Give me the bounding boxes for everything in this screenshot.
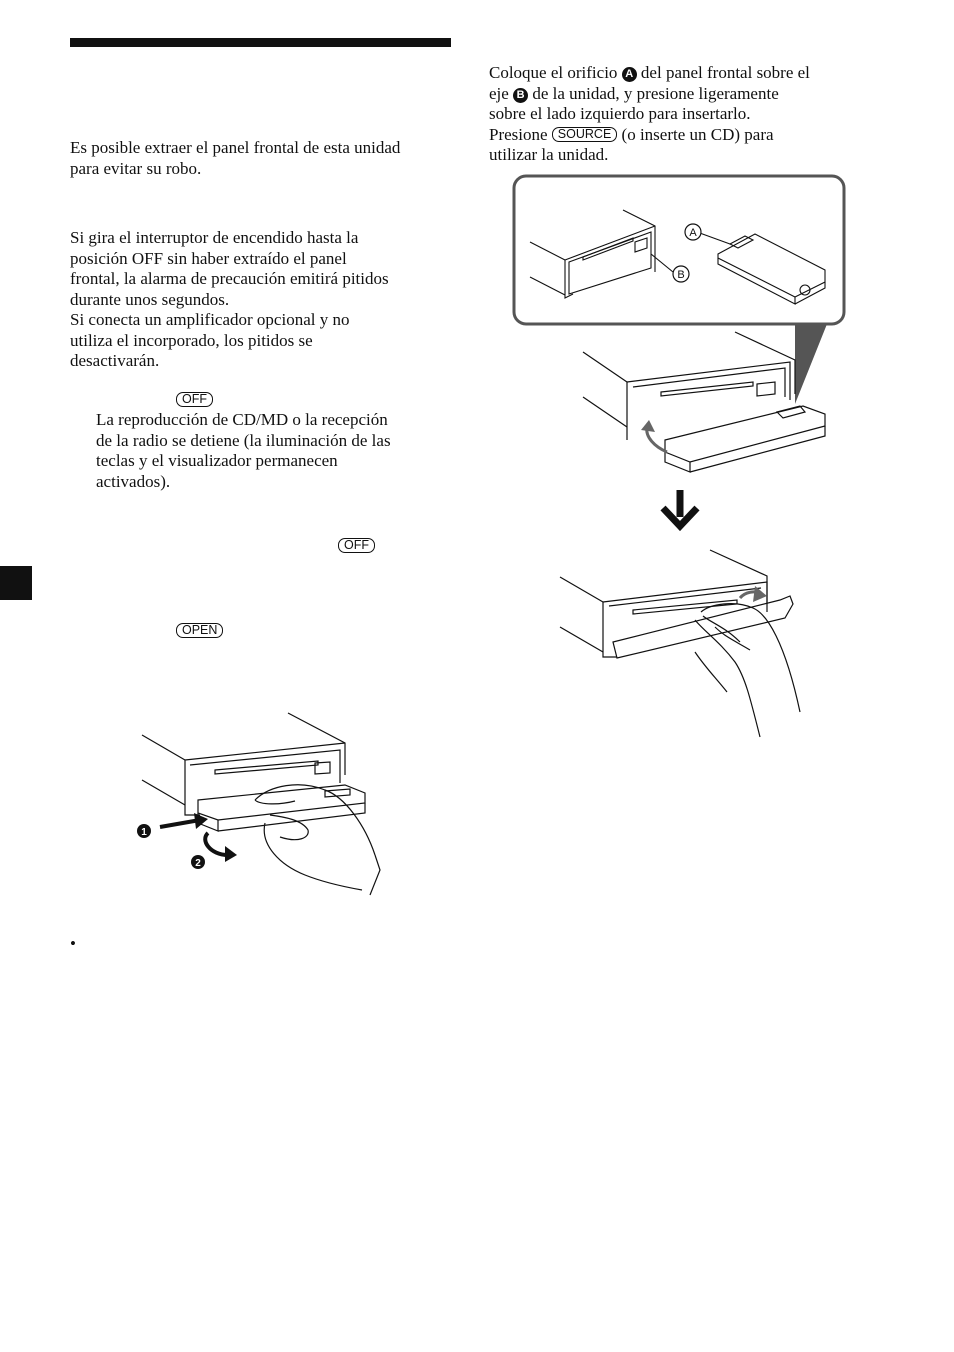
attach-line-2 [489,84,879,105]
attach-text: eje [489,83,509,103]
attach-text: de la unidad, y presione ligeramente [532,83,779,103]
attach-paragraph [489,63,879,166]
source-key: SOURCE [552,127,617,142]
attach-line-4 [489,125,879,146]
off-key-2: OFF [338,538,375,553]
caution-paragraph [70,228,455,372]
caution-line: desactivarán. [70,351,160,370]
caution-line: frontal, la alarma de precaución emitirá pitidos [70,269,389,288]
stop-line: activados). [96,471,171,491]
open-key-step [176,621,223,642]
caution-line: posición OFF sin haber extraído el panel [70,248,347,268]
stop-paragraph [96,410,456,492]
attach-text: Coloque el orificio [489,63,618,82]
attach-line-5: utilizar la unidad. [489,145,609,164]
off-key: OFF [176,392,213,407]
callout-label-b: B [677,269,685,281]
attach-text: del panel frontal sobre el [640,63,810,82]
intro-paragraph: Es posible extraer el panel frontal de esta unidad para evitar su robo. [70,138,401,178]
stop-line: teclas y el visualizador permanecen [96,451,338,470]
caution-line: utiliza el incorporado, los pitidos se [70,330,313,350]
callout-label-a: A [689,227,697,239]
marker-b-badge: B [513,88,528,103]
panel-removal-illustration [130,705,390,905]
caution-line: Si conecta un amplificador opcional y no [70,310,350,329]
section-header-rule [70,38,451,47]
bullet-point: • [70,934,76,953]
stop-line: La reproducción de CD/MD o la recepción [96,410,388,429]
chapter-edge-tab [0,566,32,600]
off-key-step-2 [338,536,375,557]
stop-line: de la radio se detiene (la iluminación de las [96,430,391,450]
step-2-marker: 2 [195,858,201,869]
open-key: OPEN [176,623,223,638]
caution-line: durante unos segundos. [70,289,230,309]
attach-line-1 [489,63,879,84]
attach-text: Presione [489,124,548,144]
panel-attach-illustration [505,172,850,752]
caution-line: Si gira el interruptor de encendido hasta la [70,228,359,247]
attach-line-3: sobre el lado izquierdo para insertarlo. [489,104,751,123]
attach-text: (o inserte un CD) para [621,124,774,144]
step-1-marker: 1 [141,827,147,838]
marker-a-badge: A [622,67,637,82]
off-key-step [176,390,213,411]
